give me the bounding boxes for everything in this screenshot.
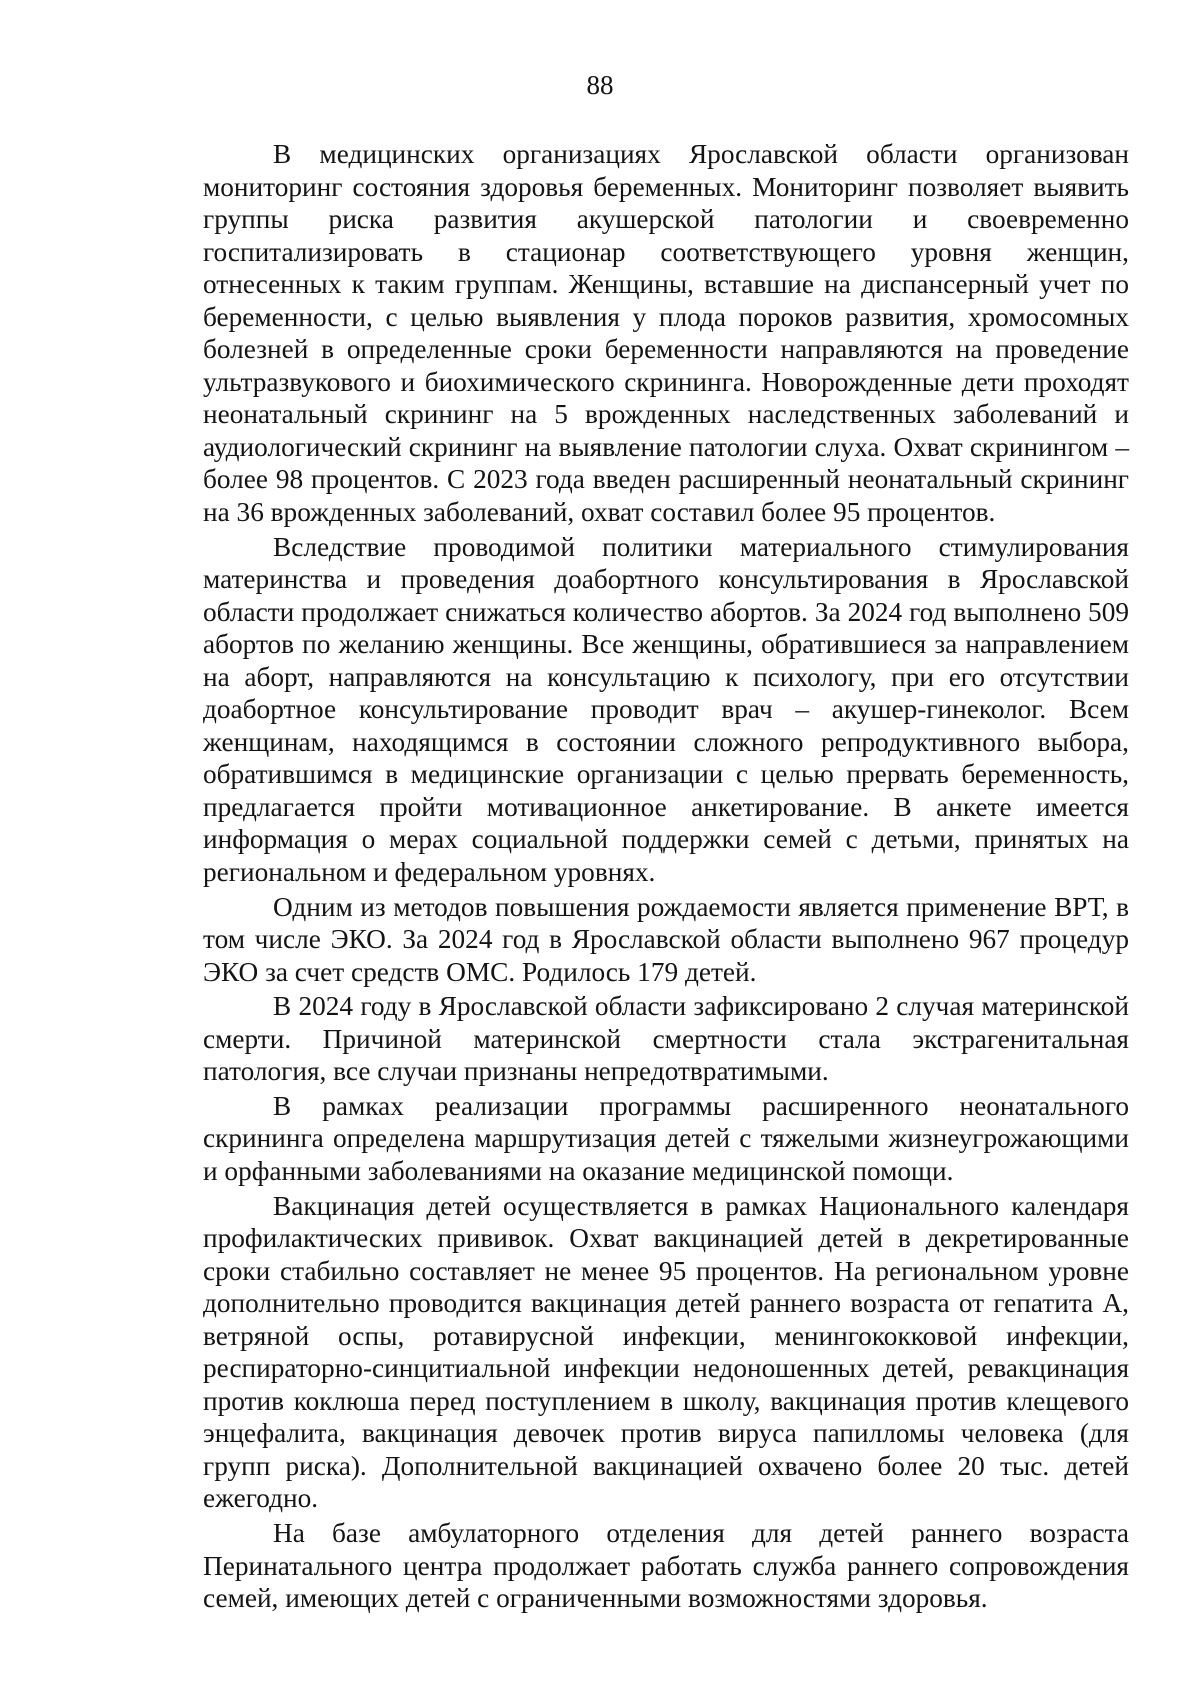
page-number: 88 [586,70,614,100]
paragraph-prenatal-monitoring: В медицинских организациях Ярославской области организован мониторинг состояния здоровья беременных. Мониторинг позволяет выявить группы риска развития акушерской патологии и своевременно госпитализировать в стационар соответствующего уровня женщин, отнесенных к таким группам. Женщины, вставшие на диспансерный учет по беременности, с целью выявления у плода пороков развития, хромосомных болезней в определенные сроки беременности направляются на проведение ультразвукового и биохимического скрининга. Новорожденные дети проходят неонатальный скрининг на 5 врожденных наследственных заболеваний и аудиологический скрининг на выявление патологии слуха. Охват скринингом – более 98 процентов. С 2023 года введен расширенный неонатальный скрининг на 36 врожденных заболеваний, охват составил более 95 процентов. [203,139,1129,528]
paragraph-neonatal-screening-routing: В рамках реализации программы расширенного неонатального скрининга определена маршрутизация детей с тяжелыми жизнеугрожающими и орфанными заболеваниями на оказание медицинской помощи. [203,1090,1129,1186]
paragraph-ivf: Одним из методов повышения рождаемости является применение ВРТ, в том числе ЭКО. За 2024 год в Ярославской области выполнено 967 процедур ЭКО за счет средств ОМС. Родилось 179 детей. [203,891,1129,987]
paragraph-early-support-service: На базе амбулаторного отделения для детей раннего возраста Перинатального центра продолжает работать служба раннего сопровождения семей, имеющих детей с ограниченными возможностями здоровья. [203,1517,1129,1614]
paragraph-vaccination: Вакцинация детей осуществляется в рамках Национального календаря профилактических прививок. Охват вакцинацией детей в декретированные сроки стабильно составляет не менее 95 процентов. На региональном уровне дополнительно проводится вакцинация детей раннего возраста от гепатита А, ветряной оспы, ротавирусной инфекции, менингококковой инфекции, респираторно-синцитиальной инфекции недоношенных детей, ревакцинация против коклюша перед поступлением в школу, вакцинация против клещевого энцефалита, вакцинация девочек против вируса папилломы человека (для групп риска). Дополнительной вакцинацией охвачено более 20 тыс. детей ежегодно. [203,1190,1129,1514]
paragraph-abortion-prevention: Вследствие проводимой политики материального стимулирования материнства и проведения доабортного консультирования в Ярославской области продолжает снижаться количество абортов. За 2024 год выполнено 509 абортов по желанию женщины. Все женщины, обратившиеся за направлением на аборт, направляются на консультацию к психологу, при его отсутствии доабортное консультирование проводит врач – акушер-гинеколог. Всем женщинам, находящимся в состоянии сложного репродуктивного выбора, обратившимся в медицинские организации с целью прервать беременность, предлагается пройти мотивационное анкетирование. В анкете имеется информация о мерах социальной поддержки семей с детьми, принятых на региональном и федеральном уровнях. [203,531,1129,888]
paragraph-maternal-mortality: В 2024 году в Ярославской области зафиксировано 2 случая материнской смерти. Причиной материнской смертности стала экстрагенитальная патология, все случаи признаны непредотвратимыми. [203,991,1129,1087]
document-body [203,138,1129,1615]
